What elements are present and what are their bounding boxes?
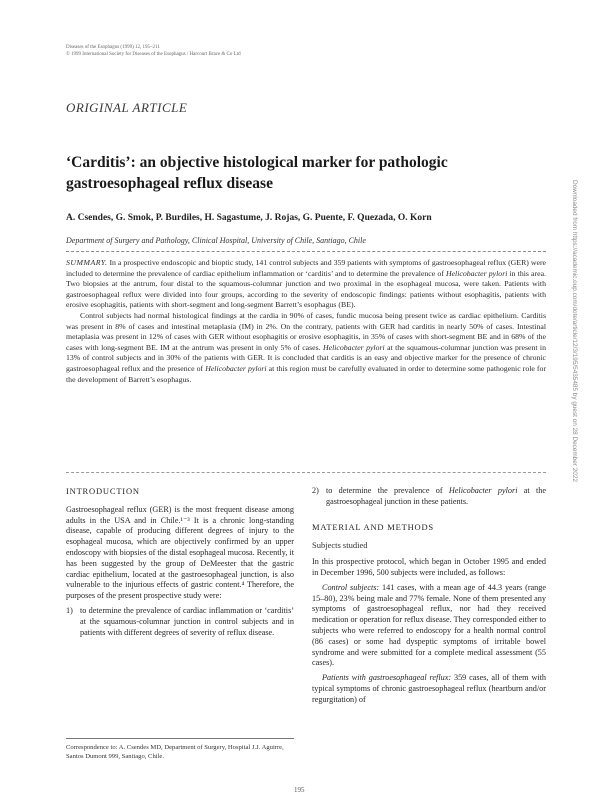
article-title: ‘Carditis’: an objective histological marker for pathologic gastroesophageal reflux disease [66, 154, 448, 192]
divider-abstract [66, 472, 546, 473]
control-subjects-paragraph: Control subjects: 141 cases, with a mean age of 44.3 years (range 15–80), 23% being male and 77% female. None of them presented any symptoms of gastroesophageal reflux, nor had they received medication or operation for reflux disease. They corresponded either to subjects who were referred to endoscopy for a health normal control (86 cases) or some had dyspeptic symptoms of irritable bowel syndrome and were submitted for a complete medical assessment (55 cases). [312, 582, 547, 668]
article-type: ORIGINAL ARTICLE [66, 100, 188, 115]
divider-top [66, 251, 546, 252]
introduction-paragraph: Gastroesophageal reflux (GER) is the most frequent disease among adults in the USA and in Chile.¹⁻³ It is a chronic long-standing disease, capable of producing different degrees of injury to the esophageal mucosa, which are objectively confirmed by an upper endoscopy with biopsies of the distal esophageal mucosa. Recently, it has been suggested by the group of DeMeester that the gastric cardiac epithelium, located at the gastroesophageal junction, is also vulnerable to the injurious effects of gastric content.⁴ Therefore, the purposes of the present prospective study were: [66, 504, 294, 601]
page-number: 195 [294, 786, 305, 794]
left-column [66, 486, 294, 644]
methods-paragraph-1: In this prospective protocol, which began in October 1995 and ended in December 1996, 500 subjects were included, as follows: [312, 557, 546, 577]
abstract-paragraph-2: Control subjects had normal histological findings at the cardia in 90% of cases, fundic mucosa being present twice as cardiac epithelium. Carditis was present in 8% of cases and intestinal metaplasia (IM) in 2%. On the contrary, patients with GER had carditis in nearly 50% of cases. Intestinal metaplasia was present in 12% of cases with GER without esophagitis or erosive esophagitis, in 35% of cases with short-segment BE and in 68% of the cases with long-segment BE. IM at the antrum was present in only 5% of cases. Helicobacter pylori at the squamous-columnar junction was present in 13% of control subjects and in 30% of the patients with GER. It is concluded that carditis is an easy and objective marker for the presence of chronic gastroesophageal reflux and the presence of Helicobacter pylori at this region must be carefully evaluated in order to determine some pathogenic role for the development of Barrett’s esophagus. [66, 310, 546, 384]
list-item: 2) to determine the prevalence of Helicobacter pylori at the gastroesophageal junction in these patients. [312, 486, 546, 506]
journal-line-2: © 1999 International Society for Diseases of the Esophagus / Harcourt Brace & Co Ltd [66, 52, 241, 57]
abstract-label: SUMMARY. [66, 258, 108, 267]
download-watermark [569, 180, 581, 740]
journal-line-1: Diseases of the Esophagus (1999) 12, 195–211 [66, 45, 160, 50]
download-watermark-text[interactable]: Downloaded from https://academic.oup.com/dote/article/12/3/195/5435485 by guest on 28 December 2022 [571, 180, 578, 482]
correspondence-footnote: Correspondence to: A. Csendes MD, Department of Surgery, Hospital J.J. Aguirre, Santos Dumont 999, Santiago, Chile. [66, 738, 294, 761]
purpose-list [66, 606, 294, 638]
list-item: 1) to determine the prevalence of cardiac inflammation or ‘carditis’ at the squamous-columnar junction in control subjects and in patients with different degrees of severity of reflux disease. [66, 605, 294, 637]
affiliation: Department of Surgery and Pathology, Clinical Hospital, University of Chile, Santiago, Chile [66, 236, 366, 245]
purpose-list-continued [312, 486, 546, 508]
subjects-subheading: Subjects studied [312, 540, 368, 551]
right-column [312, 486, 546, 710]
reflux-patients-paragraph: Patients with gastroesophageal reflux: 359 cases, all of them with typical symptoms of chronic gastroesophageal reflux (heartburn and/or regurgitation) of [312, 673, 546, 704]
abstract [66, 258, 546, 385]
introduction-heading: INTRODUCTION [66, 486, 140, 496]
journal-citation [66, 44, 326, 58]
abstract-paragraph-1: SUMMARY. In a prospective endoscopic and bioptic study, 141 control subjects and 359 patients with symptoms of gastroesophageal reflux (GER) were included to determine the prevalence of cardiac epithelium inflammation or ‘carditis’ and to determine the prevalence of Helicobacter pylori in this area. Two biopsies at the antrum, four distal to the squamous-columnar junction and two proximal in the esophageal mucosa, were taken. Patients with gastroesophageal reflux were divided into four groups, according to the severity of endoscopic findings: patients without esophagitis, patients with erosive esophagitis, patients with short-segment and long-segment Barrett’s esophagus (BE). [66, 258, 546, 310]
author-list: A. Csendes, G. Smok, P. Burdiles, H. Sagastume, J. Rojas, G. Puente, F. Quezada, O. Korn [66, 213, 432, 223]
methods-heading: MATERIAL AND METHODS [312, 521, 434, 532]
